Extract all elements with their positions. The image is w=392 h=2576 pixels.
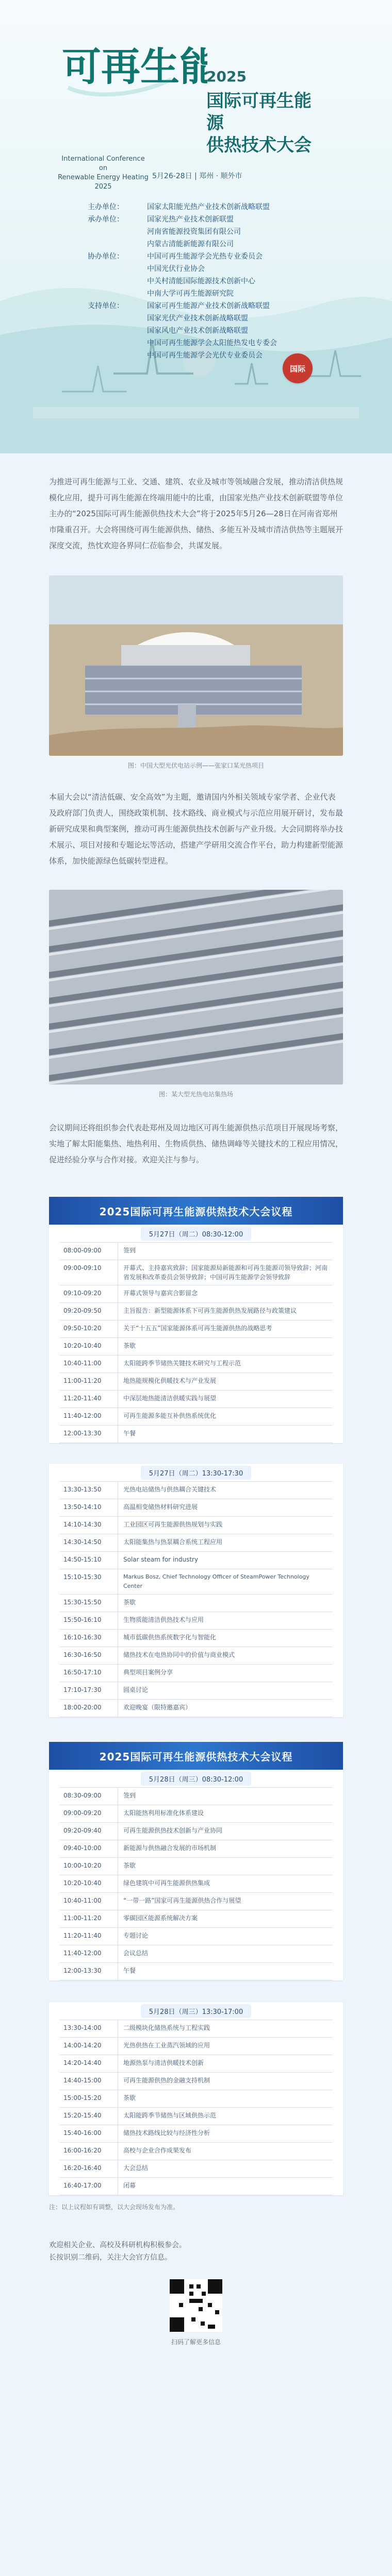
table-row (59, 2143, 333, 2160)
table-row (59, 1552, 333, 1569)
organizer-value: 中关村清能国际能源技术创新中心 (147, 277, 255, 285)
table-row (59, 2090, 333, 2108)
table-row (59, 2125, 333, 2143)
content-cell: 可再生能源供热的金融支持机制 (123, 2077, 210, 2084)
table-row (59, 1243, 333, 1260)
agenda-card-header (49, 1464, 343, 1481)
content-cell: 签到 (123, 1792, 136, 1799)
time-cell: 15:00-15:20 (59, 2090, 118, 2107)
agenda-day-pill: 5月27日（周二）08:30-12:00 (141, 1227, 251, 1241)
table-row (59, 1805, 333, 1823)
photo-section-2 (0, 869, 392, 1098)
organizer-row (88, 275, 304, 287)
agenda-table (59, 1787, 333, 1980)
content-cell: 午餐 (123, 1430, 136, 1437)
content-cell: 地热能规模化供暖技术与产业发展 (123, 1377, 217, 1384)
agenda-card-header (49, 2002, 343, 2020)
solar-plant-photo-2 (49, 890, 343, 1084)
table-row (59, 2073, 333, 2090)
time-cell: 15:30-15:50 (59, 1595, 118, 1612)
table-row (59, 1338, 333, 1355)
organizer-row (88, 213, 304, 226)
hero-title-line1: 国际可再生能源 (206, 91, 312, 133)
agenda-table (59, 2020, 333, 2195)
organizer-value: 国家太阳能光热产业技术创新战略联盟 (147, 203, 270, 211)
time-cell: 10:20-10:40 (59, 1875, 118, 1892)
table-row (59, 1408, 333, 1426)
time-cell: 09:20-09:50 (59, 1303, 118, 1320)
table-row (59, 1910, 333, 1928)
content-cell: Markus Bosz, Chief Technology Officer of SteamPower Technology Center (123, 1573, 309, 1589)
table-row (59, 1840, 333, 1858)
table-row (59, 1260, 333, 1285)
time-cell: 16:20-16:40 (59, 2160, 118, 2177)
agenda-day-pill: 5月28日（周三）13:30-17:00 (141, 2004, 251, 2018)
content-cell: 午餐 (123, 1967, 136, 1974)
agenda-section-1 (0, 1168, 392, 1443)
body-paragraph-2: 会议期间还将组织参会代表赴郑州及周边地区可再生能源供热示范项目开展现场考察，实地了解太阳能集热、地热利用、生物质供热、储热调峰等关键技术的工程应用情况，促进经验分享与合作对接。欢迎关注与参与。 (49, 1123, 344, 1164)
time-cell: 13:30-14:00 (59, 2020, 118, 2037)
content-cell: 高校与企业合作成果发布 (123, 2147, 192, 2154)
agenda-title-2: 2025国际可再生能源供热技术大会议程 (49, 1742, 343, 1770)
agenda-card-day2-am (49, 1770, 343, 1980)
content-cell: 茶歇 (123, 2094, 136, 2102)
time-cell: 11:00-11:20 (59, 1373, 118, 1390)
content-cell: 地源热泵与清洁供暖技术创新 (123, 2059, 204, 2066)
time-cell: 16:50-17:10 (59, 1665, 118, 1682)
table-row (59, 1285, 333, 1303)
organizer-label (88, 263, 147, 275)
intro-paragraph: 为推进可再生能源与工业、交通、建筑、农业及城市等领域融合发展，推动清洁供热规模化应用，提升可再生能源在终端用能中的比重，由国家光热产业技术创新联盟等单位主办的“2025国际可再生能源供热技术大会”将于2025年5月26—28日在河南省郑州市隆重召开。大会将围绕可再生能源供热、储热、多能互补及城市清洁供热等主题展开深度交流，热忱欢迎各界同仁莅临参会，共谋发展。 (49, 477, 344, 550)
agenda-table (59, 1242, 333, 1443)
content-cell: 储热技术在电热协同中的价值与商业模式 (123, 1651, 235, 1658)
organizer-label (88, 325, 147, 337)
time-cell: 15:50-16:10 (59, 1612, 118, 1629)
time-cell: 15:40-16:00 (59, 2125, 118, 2142)
time-cell: 16:00-16:20 (59, 2143, 118, 2160)
content-cell: 太阳能热利用标准化体系建设 (123, 1809, 204, 1817)
hero-english-line2: Renewable Energy Heating (58, 174, 149, 181)
table-row (59, 1482, 333, 1499)
time-cell: 08:30-09:00 (59, 1788, 118, 1805)
hero-english-title (57, 155, 150, 192)
time-cell: 14:30-14:50 (59, 1534, 118, 1551)
time-cell: 09:40-10:00 (59, 1840, 118, 1857)
table-row (59, 1875, 333, 1893)
time-cell: 15:10-15:30 (59, 1569, 118, 1594)
table-row (59, 1700, 333, 1717)
table-row (59, 2160, 333, 2178)
organizer-value: 国家光热产业技术创新联盟 (147, 215, 234, 224)
table-row (59, 2020, 333, 2038)
organizer-row (88, 238, 304, 250)
content-cell: 开幕式领导与嘉宾合影留念 (123, 1290, 198, 1297)
time-cell: 11:20-11:40 (59, 1391, 118, 1408)
organizer-label (88, 337, 147, 349)
solar-plant-photo-1 (49, 575, 343, 756)
time-cell: 10:20-10:40 (59, 1338, 118, 1355)
solar-plant-illustration-1 (49, 575, 343, 756)
content-cell: 会议总结 (123, 1950, 149, 1957)
table-row (59, 1788, 333, 1805)
content-cell: 茶歇 (123, 1342, 136, 1349)
organizers-list (88, 201, 304, 362)
organizer-label (88, 312, 147, 325)
agenda-section-2 (0, 1443, 392, 1717)
content-cell: 城市低碳供热系统数字化与智能化 (123, 1634, 217, 1641)
organizer-row (88, 337, 304, 349)
content-cell: 欢迎晚宴（限特邀嘉宾） (123, 1704, 192, 1711)
qr-code-image[interactable] (170, 2279, 222, 2332)
calligraphy-logo (58, 38, 207, 151)
content-cell: 关于“十五五”国家能源体系可再生能源供热的战略思考 (123, 1325, 272, 1332)
content-cell: 光热电站储热与供热耦合关键技术 (123, 1486, 217, 1493)
content-cell: 主旨报告：新型能源体系下可再生能源供热发展路径与政策建议 (123, 1307, 297, 1314)
time-cell: 12:00-13:30 (59, 1963, 118, 1980)
content-cell: 专题讨论 (123, 1932, 149, 1939)
time-cell: 09:50-10:20 (59, 1320, 118, 1337)
time-cell: 09:20-09:40 (59, 1823, 118, 1840)
table-row (59, 1612, 333, 1630)
organizer-value: 中国可再生能源学会太阳能热发电专委会 (147, 339, 277, 347)
table-row (59, 1355, 333, 1373)
agenda-card-header (49, 1770, 343, 1787)
intro-section (0, 453, 392, 554)
time-cell: 15:20-15:40 (59, 2108, 118, 2125)
agenda-card-day1-am (49, 1225, 343, 1443)
hero-banner (0, 0, 392, 453)
organizer-label: 支持单位： (88, 302, 124, 310)
agenda-card-day2-pm (49, 2002, 343, 2195)
organizer-row (88, 287, 304, 300)
content-cell: 太阳能跨季节储热与区域供热示范 (123, 2112, 217, 2119)
table-row (59, 1647, 333, 1665)
content-cell: 太阳能集热与热泵耦合系统工程应用 (123, 1538, 223, 1546)
organizer-row (88, 250, 304, 263)
time-cell: 10:40-11:00 (59, 1893, 118, 1910)
agenda-section-4 (0, 1980, 392, 2211)
time-cell: 14:20-14:40 (59, 2055, 118, 2072)
agenda-title-1: 2025国际可再生能源供热技术大会议程 (49, 1197, 343, 1225)
organizer-value: 内蒙古清能新能源有限公司 (147, 240, 234, 248)
organizer-label: 主办单位： (88, 203, 124, 211)
table-row (59, 1595, 333, 1612)
organizer-row (88, 226, 304, 238)
organizer-label: 承办单位： (88, 215, 124, 224)
table-row (59, 1499, 333, 1517)
table-row (59, 1963, 333, 1980)
content-cell: 可再生能源多能互补供热系统优化 (123, 1412, 217, 1419)
organizer-value: 中南大学可再生能源研究院 (147, 290, 234, 298)
table-row (59, 2178, 333, 2195)
organizer-row (88, 201, 304, 213)
body-section-1 (0, 770, 392, 869)
time-cell: 16:40-17:00 (59, 2178, 118, 2195)
table-row (59, 1373, 333, 1391)
organizer-row (88, 349, 304, 362)
content-cell: 零碳园区能源系统解决方案 (123, 1914, 198, 1922)
table-row (59, 1517, 333, 1534)
agenda-card-day1-pm (49, 1464, 343, 1717)
hero-date: 5月26-28日 | 郑州 · 顺外市 (152, 172, 242, 180)
content-cell: 新能源与供热融合发展的市场机制 (123, 1844, 217, 1852)
calligraphy-logo-art (58, 38, 207, 151)
organizer-label (88, 238, 147, 250)
content-cell: 典型项目案例分享 (123, 1669, 173, 1676)
footer-section (0, 2211, 392, 2428)
time-cell: 18:00-20:00 (59, 1700, 118, 1717)
content-cell: Solar steam for industry (123, 1556, 199, 1563)
calligraphy-logo-text: 可再生能 (62, 44, 207, 90)
agenda-card-header (49, 1225, 343, 1242)
time-cell: 11:40-12:00 (59, 1945, 118, 1962)
solar-plant-illustration-2 (49, 890, 343, 1084)
time-cell: 13:50-14:10 (59, 1499, 118, 1516)
hero-english-line1: International Conference on (61, 155, 145, 172)
time-cell: 16:10-16:30 (59, 1630, 118, 1647)
table-row (59, 2055, 333, 2073)
agenda-table (59, 1481, 333, 1717)
time-cell: 14:40-15:00 (59, 2073, 118, 2090)
organizer-value: 中国可再生能源学会光伏专业委员会 (147, 351, 263, 360)
content-cell: “一带一路”国家可再生能源供热合作与展望 (123, 1897, 241, 1904)
organizer-value: 中国可再生能源学会光热专业委员会 (147, 252, 263, 261)
hero-title-block (206, 68, 315, 157)
photo-caption-2: 图：某大型光热电站集热场 (158, 1091, 233, 1098)
content-cell: 茶歇 (123, 1862, 136, 1869)
body-paragraph-1: 本届大会以“清洁低碳、安全高效”为主题，邀请国内外相关领域专家学者、企业代表及政府部门负责人，围绕政策机制、技术路线、商业模式与示范应用展开研讨，发布最新研究成果和典型案例，推动可再生能源供热技术创新与产业升级。大会同期将举办技术展示、项目对接和专题论坛等活动，搭建产学研用交流合作平台，助力构建新型能源体系，加快能源绿色低碳转型进程。 (49, 792, 344, 866)
table-row (59, 2108, 333, 2125)
table-row (59, 1320, 333, 1338)
time-cell: 09:10-09:20 (59, 1285, 118, 1302)
organizer-value: 国家光伏产业技术创新战略联盟 (147, 314, 248, 323)
footer-line1: 欢迎相关企业、高校及科研机构积极参会。 (49, 2241, 186, 2249)
table-row (59, 1534, 333, 1552)
content-cell: 二级模块化储热系统与工程实践 (123, 2024, 210, 2031)
agenda-section-3 (0, 1717, 392, 1980)
table-row (59, 1945, 333, 1963)
photo-section-1 (0, 554, 392, 770)
content-cell: 绿色建筑中可再生能源供热集成 (123, 1879, 210, 1887)
table-row (59, 1893, 333, 1910)
content-cell: 工业园区可再生能源供热规划与实践 (123, 1521, 223, 1528)
table-row (59, 1569, 333, 1595)
time-cell: 08:00-09:00 (59, 1243, 118, 1260)
content-cell: 光热供热在工业蒸汽领域的应用 (123, 2042, 210, 2049)
agenda-note: 注：以上议程如有调整，以大会现场发布为准。 (49, 2204, 179, 2211)
time-cell: 13:30-13:50 (59, 1482, 118, 1499)
table-row (59, 1665, 333, 1682)
time-cell: 14:00-14:20 (59, 2038, 118, 2055)
time-cell: 09:00-09:10 (59, 1260, 118, 1285)
content-cell: 签到 (123, 1247, 136, 1254)
content-cell: 储热技术路线比较与经济性分析 (123, 2129, 210, 2137)
content-cell: 圆桌讨论 (123, 1686, 149, 1693)
organizer-row (88, 263, 304, 275)
time-cell: 10:40-11:00 (59, 1355, 118, 1372)
photo-caption-1: 图：中国大型光伏电站示例——张家口某光热项目 (127, 762, 264, 769)
organizer-value: 国家可再生能源产业技术创新战略联盟 (147, 302, 270, 310)
qr-label: 扫码了解更多信息 (171, 2338, 221, 2346)
content-cell: 生物质能清洁供热技术与应用 (123, 1616, 204, 1623)
table-row (59, 1682, 333, 1700)
content-cell: 大会总结 (123, 2164, 149, 2172)
red-seal-stamp: 国际 (283, 353, 313, 383)
content-cell: 中深层地热能清洁供暖实践与展望 (123, 1395, 217, 1402)
time-cell: 11:40-12:00 (59, 1408, 118, 1425)
organizer-label (88, 287, 147, 300)
content-cell: 太阳能跨季节储热关键技术研究与工程示范 (123, 1360, 241, 1367)
content-cell: 茶歇 (123, 1599, 136, 1606)
organizer-row (88, 325, 304, 337)
table-row (59, 1928, 333, 1945)
table-row (59, 1426, 333, 1443)
time-cell: 11:00-11:20 (59, 1910, 118, 1927)
content-cell: 可再生能源供热技术创新与产业协同 (123, 1827, 223, 1834)
table-row (59, 1630, 333, 1647)
time-cell: 12:00-13:30 (59, 1426, 118, 1443)
table-row (59, 2038, 333, 2055)
content-cell: 闭幕 (123, 2182, 136, 2189)
body-section-2 (0, 1098, 392, 1168)
content-cell: 开幕式、主持嘉宾致辞；国家能源局新能源和可再生能源司领导致辞；河南省发展和改革委员会领导致辞；中国可再生能源学会领导致辞 (123, 1264, 328, 1281)
agenda-day-pill: 5月28日（周三）08:30-12:00 (141, 1772, 251, 1786)
content-cell: 高温相变储热材料研究进展 (123, 1503, 198, 1511)
organizer-label: 协办单位： (88, 252, 124, 261)
organizer-value: 国家风电产业技术创新战略联盟 (147, 327, 248, 335)
time-cell: 14:50-15:10 (59, 1552, 118, 1569)
footer-copy (49, 2239, 343, 2264)
time-cell: 09:00-09:20 (59, 1805, 118, 1822)
table-row (59, 1858, 333, 1875)
hero-year: 2025 (206, 68, 247, 85)
time-cell: 14:10-14:30 (59, 1517, 118, 1534)
organizer-label (88, 226, 147, 238)
table-row (59, 1391, 333, 1408)
organizer-value: 河南省能源投资集团有限公司 (147, 228, 241, 236)
time-cell: 11:20-11:40 (59, 1928, 118, 1945)
hero-english-line3: 2025 (94, 183, 112, 191)
time-cell: 17:10-17:30 (59, 1682, 118, 1699)
time-cell: 16:30-16:50 (59, 1647, 118, 1664)
organizer-label (88, 349, 147, 362)
organizer-label (88, 275, 147, 287)
hero-title-line2: 供热技术大会 (206, 135, 312, 156)
time-cell: 10:00-10:20 (59, 1858, 118, 1875)
organizer-row (88, 312, 304, 325)
organizer-row (88, 300, 304, 312)
agenda-day-pill: 5月27日（周二）13:30-17:30 (141, 1466, 251, 1480)
table-row (59, 1303, 333, 1320)
footer-line2: 长按识别二维码，关注大会官方信息。 (49, 2253, 172, 2262)
organizer-value: 中国光伏行业协会 (147, 265, 205, 273)
table-row (59, 1823, 333, 1840)
